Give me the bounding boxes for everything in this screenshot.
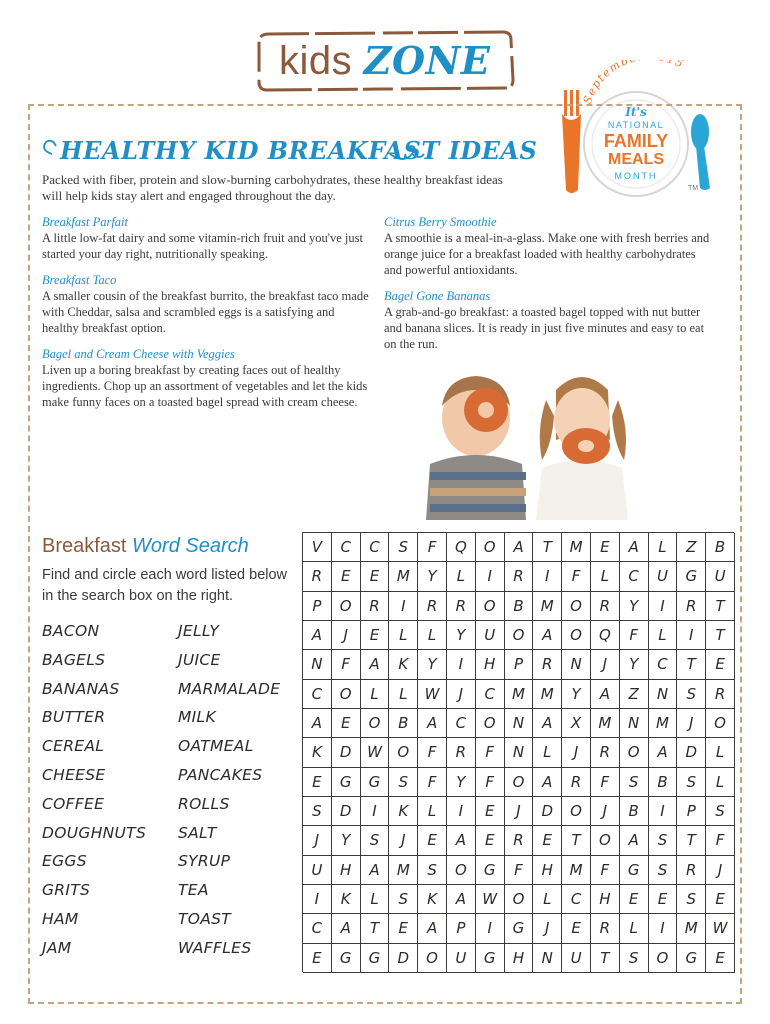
grid-cell[interactable]: G [332, 944, 361, 973]
grid-cell[interactable]: S [677, 680, 706, 709]
word-list-item: JUICE [178, 650, 221, 669]
grid-cell[interactable]: E [706, 885, 735, 914]
grid-cell[interactable]: O [562, 592, 591, 621]
grid-cell[interactable]: J [591, 797, 620, 826]
badge-month: Septemb 5 [580, 60, 687, 106]
grid-cell[interactable]: D [677, 738, 706, 767]
grid-cell[interactable]: U [706, 562, 735, 591]
grid-cell[interactable]: S [677, 768, 706, 797]
grid-cell[interactable]: C [361, 533, 390, 562]
right-ideas-column [384, 214, 714, 362]
grid-cell[interactable]: E [361, 562, 390, 591]
grid-cell[interactable]: J [677, 709, 706, 738]
word-list-item: TEA [178, 881, 209, 900]
grid-cell[interactable]: L [361, 885, 390, 914]
grid-cell[interactable]: G [505, 914, 534, 943]
grid-cell[interactable]: E [706, 944, 735, 973]
grid-cell[interactable]: W [361, 738, 390, 767]
grid-cell[interactable]: T [706, 592, 735, 621]
grid-cell[interactable]: K [389, 650, 418, 679]
word-list-item: CHEESE [42, 766, 106, 784]
grid-cell[interactable]: T [677, 650, 706, 679]
grid-cell[interactable]: C [332, 533, 361, 562]
word-list-item: BAGELS [42, 650, 106, 669]
grid-cell[interactable]: O [505, 768, 534, 797]
grid-cell[interactable]: Y [562, 680, 591, 709]
grid-cell[interactable]: K [418, 885, 447, 914]
grid-cell[interactable]: F [620, 621, 649, 650]
grid-cell[interactable]: Q [591, 621, 620, 650]
grid-cell[interactable]: K [303, 738, 332, 767]
grid-cell[interactable]: U [649, 562, 678, 591]
grid-cell[interactable]: O [332, 680, 361, 709]
grid-cell[interactable]: C [447, 709, 476, 738]
word-list-item: ROLLS [178, 794, 230, 813]
grid-cell[interactable]: C [649, 650, 678, 679]
grid-cell[interactable]: O [591, 826, 620, 855]
grid-cell[interactable]: I [389, 592, 418, 621]
kids-illustration [386, 360, 682, 520]
word-search-title-plain: Breakfast [42, 535, 133, 557]
grid-cell[interactable]: A [649, 738, 678, 767]
grid-cell[interactable]: W [706, 914, 735, 943]
grid-cell[interactable]: T [562, 826, 591, 855]
grid-cell[interactable]: J [332, 621, 361, 650]
grid-cell[interactable]: A [533, 709, 562, 738]
badge-meals: MEALS [608, 151, 664, 168]
grid-cell[interactable]: O [418, 944, 447, 973]
grid-cell[interactable]: Y [332, 826, 361, 855]
grid-cell[interactable]: J [591, 650, 620, 679]
grid-cell[interactable]: G [620, 856, 649, 885]
grid-cell[interactable]: S [361, 826, 390, 855]
grid-cell[interactable]: G [476, 944, 505, 973]
grid-cell[interactable]: O [361, 709, 390, 738]
grid-cell[interactable]: L [533, 885, 562, 914]
word-search-grid [302, 532, 734, 972]
grid-cell[interactable]: S [706, 797, 735, 826]
grid-cell[interactable]: U [562, 944, 591, 973]
grid-cell[interactable]: R [418, 592, 447, 621]
grid-cell[interactable]: Z [677, 533, 706, 562]
grid-cell[interactable]: R [505, 562, 534, 591]
grid-cell[interactable]: X [562, 709, 591, 738]
grid-cell[interactable]: E [591, 533, 620, 562]
grid-cell[interactable]: I [649, 914, 678, 943]
grid-cell[interactable]: E [303, 944, 332, 973]
grid-cell[interactable]: F [476, 768, 505, 797]
grid-cell[interactable]: I [447, 797, 476, 826]
grid-cell[interactable]: Z [620, 680, 649, 709]
grid-cell[interactable]: A [303, 621, 332, 650]
grid-cell[interactable]: U [303, 856, 332, 885]
grid-cell[interactable]: E [476, 826, 505, 855]
grid-cell[interactable]: G [332, 768, 361, 797]
kids-zone-logo [255, 28, 517, 92]
grid-cell[interactable]: A [332, 914, 361, 943]
grid-cell[interactable]: A [447, 826, 476, 855]
grid-cell[interactable]: L [418, 797, 447, 826]
grid-cell[interactable]: T [677, 826, 706, 855]
grid-cell[interactable]: R [591, 914, 620, 943]
grid-cell[interactable]: P [677, 797, 706, 826]
grid-cell[interactable]: A [620, 533, 649, 562]
idea-title: Breakfast Parfait [42, 215, 128, 229]
grid-cell[interactable]: O [332, 592, 361, 621]
grid-cell[interactable]: N [562, 650, 591, 679]
grid-cell[interactable]: N [649, 680, 678, 709]
grid-cell[interactable]: I [303, 885, 332, 914]
word-list-item: JELLY [178, 622, 220, 640]
grid-cell[interactable]: B [505, 592, 534, 621]
word-list-item: WAFFLES [178, 938, 252, 957]
grid-cell[interactable]: A [505, 533, 534, 562]
word-list-item: MILK [178, 708, 216, 727]
idea-item [42, 214, 372, 262]
grid-cell[interactable]: R [591, 592, 620, 621]
grid-cell[interactable]: J [562, 738, 591, 767]
grid-cell[interactable]: R [303, 562, 332, 591]
grid-cell[interactable]: F [332, 650, 361, 679]
grid-cell[interactable]: F [505, 856, 534, 885]
grid-cell[interactable]: P [303, 592, 332, 621]
grid-cell[interactable]: B [620, 797, 649, 826]
idea-item [42, 272, 372, 336]
idea-text: A little low-fat dairy and some vitamin-rich fruit and you've just started your day right, nutritionally speaking. [42, 231, 363, 261]
badge-tm: TM [688, 185, 699, 192]
word-list-item: MARMALADE [178, 679, 281, 698]
grid-cell[interactable]: Y [620, 650, 649, 679]
grid-cell[interactable]: J [706, 856, 735, 885]
grid-cell[interactable]: G [361, 768, 390, 797]
grid-cell[interactable]: I [677, 621, 706, 650]
grid-cell[interactable]: O [389, 738, 418, 767]
grid-cell[interactable]: M [533, 592, 562, 621]
idea-item [42, 346, 372, 410]
grid-cell[interactable]: E [332, 562, 361, 591]
word-list-item: OATMEAL [178, 737, 254, 756]
grid-cell[interactable]: Y [418, 562, 447, 591]
grid-cell[interactable]: S [389, 885, 418, 914]
grid-cell[interactable]: E [303, 768, 332, 797]
word-list-item: GRITS [42, 881, 91, 900]
grid-cell[interactable]: J [303, 826, 332, 855]
grid-cell[interactable]: O [649, 944, 678, 973]
grid-cell[interactable]: R [361, 592, 390, 621]
grid-cell[interactable]: I [649, 592, 678, 621]
idea-text: Liven up a boring breakfast by creating faces out of healthy ingredients. Chop up an assortment of vegetables and let the kids make funny faces on a toasted bagel spread with cream cheese. [42, 363, 368, 409]
grid-cell[interactable]: C [303, 914, 332, 943]
grid-cell[interactable]: M [562, 856, 591, 885]
grid-cell[interactable]: G [361, 944, 390, 973]
badge-national: NATIONAL [607, 120, 665, 130]
grid-cell[interactable]: N [505, 738, 534, 767]
grid-cell[interactable]: A [533, 621, 562, 650]
grid-cell[interactable]: A [361, 856, 390, 885]
grid-cell[interactable]: L [447, 562, 476, 591]
grid-cell[interactable]: D [332, 797, 361, 826]
grid-cell[interactable]: M [533, 680, 562, 709]
grid-cell[interactable]: A [418, 914, 447, 943]
grid-cell[interactable]: W [418, 680, 447, 709]
grid-cell[interactable]: I [533, 562, 562, 591]
grid-cell[interactable]: U [476, 621, 505, 650]
grid-cell[interactable]: L [361, 680, 390, 709]
grid-cell[interactable]: M [389, 562, 418, 591]
grid-cell[interactable]: F [418, 738, 447, 767]
grid-cell[interactable]: F [476, 738, 505, 767]
word-list-item: BUTTER [42, 708, 106, 727]
grid-cell[interactable]: Y [620, 592, 649, 621]
left-ideas-column [42, 214, 372, 420]
grid-cell[interactable]: U [447, 944, 476, 973]
grid-cell[interactable]: I [361, 797, 390, 826]
grid-cell[interactable]: H [533, 856, 562, 885]
grid-cell[interactable]: O [476, 709, 505, 738]
word-list-item: COFFEE [42, 794, 105, 813]
grid-cell[interactable]: M [591, 709, 620, 738]
grid-cell[interactable]: J [389, 826, 418, 855]
grid-cell[interactable]: E [533, 826, 562, 855]
grid-cell[interactable]: R [706, 680, 735, 709]
grid-cell[interactable]: B [389, 709, 418, 738]
kids-eating-bagels-photo [386, 360, 682, 520]
logo-zone: ZONE [363, 38, 491, 83]
word-list-item: BACON [42, 622, 100, 640]
grid-cell[interactable]: C [562, 885, 591, 914]
grid-cell[interactable]: A [447, 885, 476, 914]
grid-cell[interactable]: L [533, 738, 562, 767]
grid-cell[interactable]: E [332, 709, 361, 738]
grid-cell[interactable]: R [447, 592, 476, 621]
grid-cell[interactable]: A [591, 680, 620, 709]
grid-cell[interactable]: D [533, 797, 562, 826]
grid-cell[interactable]: O [706, 709, 735, 738]
grid-cell[interactable]: R [533, 650, 562, 679]
grid-cell[interactable]: B [706, 533, 735, 562]
idea-text: A smoothie is a meal-in-a-glass. Make one with fresh berries and orange juice for a breakfast loaded with healthy carbohydrates and powerful antioxidants. [384, 231, 710, 277]
idea-title: Citrus Berry Smoothie [384, 215, 497, 229]
grid-cell[interactable]: S [418, 856, 447, 885]
grid-cell[interactable]: R [505, 826, 534, 855]
grid-cell[interactable]: K [332, 885, 361, 914]
grid-cell[interactable]: H [332, 856, 361, 885]
word-search-title [42, 535, 249, 558]
grid-cell[interactable]: F [706, 826, 735, 855]
grid-cell[interactable]: R [562, 768, 591, 797]
grid-cell[interactable]: T [533, 533, 562, 562]
grid-cell[interactable]: E [361, 621, 390, 650]
grid-cell[interactable]: F [418, 768, 447, 797]
grid-cell[interactable]: Y [418, 650, 447, 679]
grid-cell[interactable]: S [303, 797, 332, 826]
grid-cell[interactable]: H [505, 944, 534, 973]
grid-cell[interactable]: E [649, 885, 678, 914]
grid-cell[interactable]: L [706, 768, 735, 797]
grid-cell[interactable]: L [620, 914, 649, 943]
grid-cell[interactable]: I [476, 562, 505, 591]
grid-cell[interactable]: M [562, 533, 591, 562]
grid-cell[interactable]: C [476, 680, 505, 709]
grid-cell[interactable]: J [447, 680, 476, 709]
grid-cell[interactable]: D [332, 738, 361, 767]
grid-cell[interactable]: L [649, 621, 678, 650]
grid-cell[interactable]: B [649, 768, 678, 797]
word-search-title-accent: Word Search [132, 535, 249, 557]
badge-family: FAMILY [603, 131, 669, 151]
grid-cell[interactable]: S [620, 768, 649, 797]
grid-cell[interactable]: L [389, 621, 418, 650]
grid-cell[interactable]: H [591, 885, 620, 914]
grid-cell[interactable]: A [303, 709, 332, 738]
grid-cell[interactable]: S [677, 885, 706, 914]
grid-cell[interactable]: L [706, 738, 735, 767]
grid-cell[interactable]: P [505, 650, 534, 679]
grid-cell[interactable]: J [533, 914, 562, 943]
grid-cell[interactable]: I [649, 797, 678, 826]
word-list-item: TOAST [178, 910, 232, 928]
grid-cell[interactable]: N [303, 650, 332, 679]
grid-cell[interactable]: R [677, 592, 706, 621]
grid-cell[interactable]: O [505, 621, 534, 650]
badge-its: It's [625, 105, 647, 119]
word-list-item: DOUGHNUTS [42, 823, 147, 842]
grid-cell[interactable]: S [620, 944, 649, 973]
grid-cell[interactable]: R [591, 738, 620, 767]
grid-cell[interactable]: P [447, 914, 476, 943]
word-list-item: HAM [42, 910, 79, 928]
grid-cell[interactable]: G [677, 562, 706, 591]
word-list-item: SALT [178, 823, 217, 842]
grid-cell[interactable]: O [562, 621, 591, 650]
grid-cell[interactable]: C [303, 680, 332, 709]
grid-cell[interactable]: E [706, 650, 735, 679]
grid-cell[interactable]: H [476, 650, 505, 679]
word-list-item: BANANAS [42, 679, 120, 698]
word-list-item: PANCAKES [178, 766, 263, 784]
grid-cell[interactable]: Q [447, 533, 476, 562]
grid-cell[interactable]: V [303, 533, 332, 562]
grid-cell[interactable]: F [562, 562, 591, 591]
badge-month-label: MONTH [614, 171, 658, 181]
grid-cell[interactable]: T [591, 944, 620, 973]
grid-cell[interactable]: R [447, 738, 476, 767]
grid-cell[interactable]: O [447, 856, 476, 885]
idea-item [384, 288, 714, 352]
word-list-item: SYRUP [178, 852, 231, 871]
grid-cell[interactable]: R [677, 856, 706, 885]
grid-cell[interactable]: O [620, 738, 649, 767]
grid-cell[interactable]: S [649, 826, 678, 855]
word-list-item: EGGS [42, 852, 87, 871]
grid-cell[interactable]: L [591, 562, 620, 591]
grid-cell[interactable]: O [505, 885, 534, 914]
idea-text: A grab-and-go breakfast: a toasted bagel topped with nut butter and banana slices. It is ready in just five minutes and easy to eat on the run. [384, 305, 705, 351]
grid-cell[interactable]: W [476, 885, 505, 914]
grid-cell[interactable]: A [533, 768, 562, 797]
grid-cell[interactable]: O [562, 797, 591, 826]
logo-kids: kids [279, 39, 353, 83]
grid-cell[interactable]: G [476, 856, 505, 885]
grid-cell[interactable]: C [620, 562, 649, 591]
grid-cell[interactable]: I [447, 650, 476, 679]
grid-cell[interactable]: Y [447, 768, 476, 797]
grid-cell[interactable]: A [418, 709, 447, 738]
grid-cell[interactable]: K [389, 797, 418, 826]
grid-cell[interactable]: L [389, 680, 418, 709]
idea-title: Bagel Gone Bananas [384, 289, 491, 303]
logo-text [279, 38, 490, 84]
grid-cell[interactable]: E [476, 797, 505, 826]
idea-title: Bagel and Cream Cheese with Veggies [42, 347, 235, 361]
grid-cell[interactable]: F [591, 768, 620, 797]
word-search-instructions: Find and circle each word listed below in the search box on the right. [42, 567, 288, 604]
grid-cell[interactable]: E [562, 914, 591, 943]
grid-cell[interactable]: J [505, 797, 534, 826]
grid-cell[interactable]: E [418, 826, 447, 855]
grid-cell[interactable]: E [389, 914, 418, 943]
grid-cell[interactable]: F [418, 533, 447, 562]
grid-cell[interactable]: O [476, 592, 505, 621]
grid-cell[interactable]: N [505, 709, 534, 738]
article-title: HEALTHY KID BREAKFAST IDEAS [60, 136, 538, 165]
grid-cell[interactable]: M [649, 709, 678, 738]
grid-cell[interactable]: M [505, 680, 534, 709]
grid-cell[interactable]: T [706, 621, 735, 650]
grid-cell[interactable]: D [389, 944, 418, 973]
idea-item [384, 214, 714, 278]
grid-cell[interactable]: L [649, 533, 678, 562]
grid-cell[interactable]: L [418, 621, 447, 650]
grid-cell[interactable]: F [591, 856, 620, 885]
grid-cell[interactable]: T [361, 914, 390, 943]
grid-cell[interactable]: O [476, 533, 505, 562]
grid-cell[interactable]: E [620, 885, 649, 914]
grid-cell[interactable]: G [677, 944, 706, 973]
grid-cell[interactable]: N [533, 944, 562, 973]
grid-cell[interactable]: S [649, 856, 678, 885]
grid-cell[interactable]: I [476, 914, 505, 943]
grid-cell[interactable]: Y [447, 621, 476, 650]
word-list-item: JAM [42, 938, 72, 957]
grid-cell[interactable]: S [389, 768, 418, 797]
article-intro: Packed with fiber, protein and slow-burning carbohydrates, these healthy breakfast ideas will help kids stay alert and engaged throughout the day. [42, 172, 503, 203]
grid-cell[interactable]: A [361, 650, 390, 679]
grid-cell[interactable]: M [677, 914, 706, 943]
grid-cell[interactable]: N [620, 709, 649, 738]
idea-title: Breakfast Taco [42, 273, 117, 287]
grid-cell[interactable]: M [389, 856, 418, 885]
grid-cell[interactable]: A [620, 826, 649, 855]
grid-cell[interactable]: S [389, 533, 418, 562]
word-list-item: CEREAL [42, 737, 105, 756]
idea-text: A smaller cousin of the breakfast burrito, the breakfast taco made with Cheddar, salsa and scrambled eggs is a satisfying and healthy breakfast option. [42, 289, 369, 335]
